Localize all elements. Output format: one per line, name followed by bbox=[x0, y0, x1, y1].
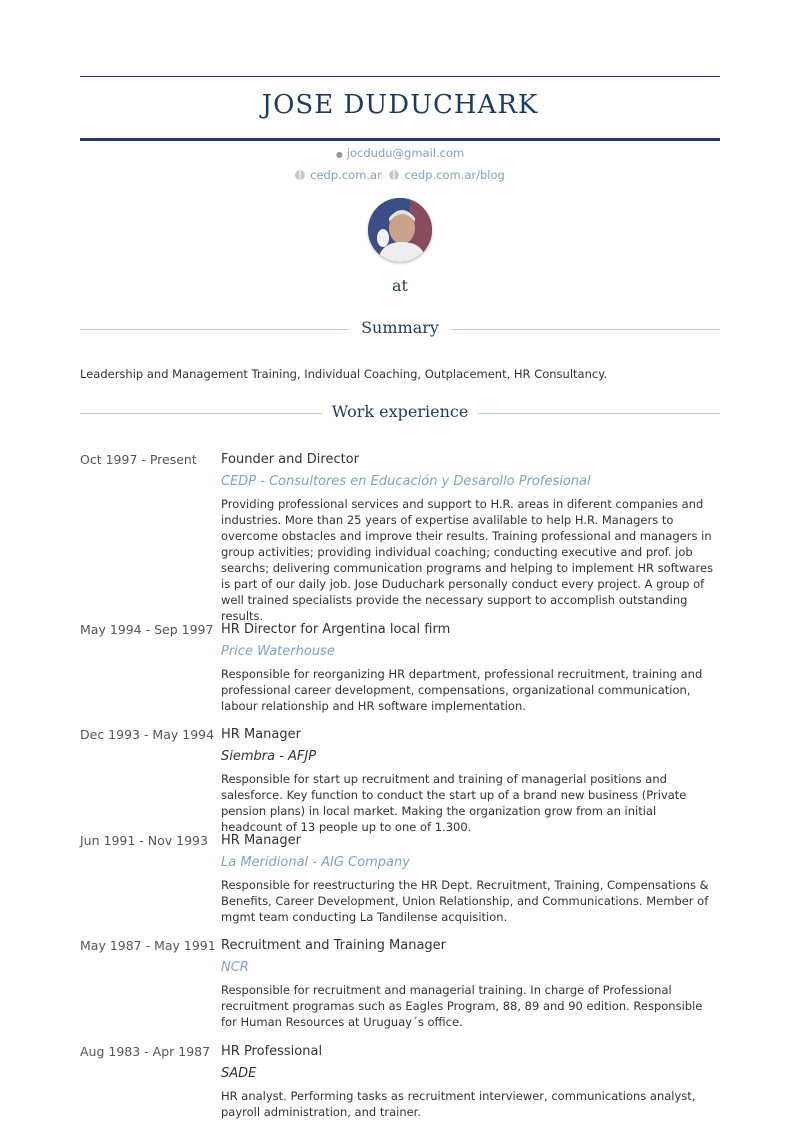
job-dates: Jun 1991 - Nov 1993 bbox=[80, 833, 208, 848]
globe-icon bbox=[295, 170, 305, 180]
job-description: HR analyst. Performing tasks as recruitment interviewer, communications analyst, payroll administration, and trainer. bbox=[221, 1089, 696, 1119]
header-top-rule bbox=[80, 76, 720, 77]
job-description: Providing professional services and support to H.R. areas in diferent companies and industries. More than 25 years of expertise avalilable to help H.R. Managers to overcome obstacles and improve their results. Training professional and managers in group activities; providing individual coaching; conducting executive and prof. job searchs; delivering communication programs and helping to implement HR softwares is part of our daily job. Jose Duduchark personally conduct every project. A group of well trained specialists provide the necessary support to accomplish outstanding results. bbox=[221, 497, 714, 623]
job-role: Recruitment and Training Manager bbox=[221, 938, 447, 953]
globe-icon bbox=[389, 170, 399, 180]
work-experience-title: Work experience bbox=[331, 402, 469, 421]
header-bottom-rule bbox=[80, 138, 720, 141]
job-company-link[interactable]: CEDP - Consultores en Educación y Desarollo Profesional bbox=[221, 474, 591, 489]
job-company-link[interactable]: La Meridional - AIG Company bbox=[221, 855, 410, 870]
summary-text: Leadership and Management Training, Individual Coaching, Outplacement, HR Consultancy. bbox=[80, 367, 608, 381]
job-role: Founder and Director bbox=[221, 452, 359, 467]
job-company: SADE bbox=[221, 1066, 257, 1081]
job-dates: Aug 1983 - Apr 1987 bbox=[80, 1044, 211, 1059]
website-link-1[interactable]: cedp.com.ar bbox=[310, 168, 382, 182]
bullet-icon: ● bbox=[335, 150, 343, 159]
job-company-link[interactable]: Price Waterhouse bbox=[221, 644, 335, 659]
email-link[interactable]: jocdudu@gmail.com bbox=[346, 146, 465, 160]
work-experience-heading bbox=[80, 402, 720, 426]
job-description: Responsible for reestructuring the HR Dept. Recruitment, Training, Compensations & Benefits, Career Development, Union Relationship, and Communications. Member of mgmt team conducting La Tandilense acquisition. bbox=[221, 878, 709, 924]
job-description: Responsible for reorganizing HR department, professional recruitment, training and professional career development, compensations, organizational communication, labour relationship and HR software implementation. bbox=[221, 667, 703, 713]
website-row bbox=[80, 168, 720, 182]
job-company-link[interactable]: NCR bbox=[221, 960, 249, 975]
avatar-photo bbox=[368, 198, 432, 262]
job-dates: May 1994 - Sep 1997 bbox=[80, 622, 214, 637]
job-dates: Dec 1993 - May 1994 bbox=[80, 727, 215, 742]
job-company: Siembra - AFJP bbox=[221, 749, 317, 764]
job-role: HR Manager bbox=[221, 833, 301, 848]
current-position: at bbox=[392, 276, 408, 295]
job-role: HR Director for Argentina local firm bbox=[221, 622, 451, 637]
summary-heading bbox=[80, 318, 720, 342]
job-role: HR Professional bbox=[221, 1044, 323, 1059]
job-description: Responsible for start up recruitment and training of managerial positions and salesforce. Key function to conduct the start up of a brand new business (Private pension plans) in local market. Making the organization grow from an initial headcount of 13 people up to one of 1.300. bbox=[221, 772, 687, 834]
website-link-2[interactable]: cedp.com.ar/blog bbox=[404, 168, 505, 182]
job-dates: May 1987 - May 1991 bbox=[80, 938, 216, 953]
email-row bbox=[80, 146, 720, 160]
candidate-name: JOSE DUDUCHARK bbox=[261, 90, 539, 120]
job-dates: Oct 1997 - Present bbox=[80, 452, 197, 467]
summary-title: Summary bbox=[361, 318, 439, 337]
avatar bbox=[368, 198, 432, 262]
job-role: HR Manager bbox=[221, 727, 301, 742]
job-description: Responsible for recruitment and managerial training. In charge of Professional recruitment programas such as Eagles Program, 88, 89 and 90 edition. Responsible for Human Resources at Uruguay´s office. bbox=[221, 983, 703, 1029]
